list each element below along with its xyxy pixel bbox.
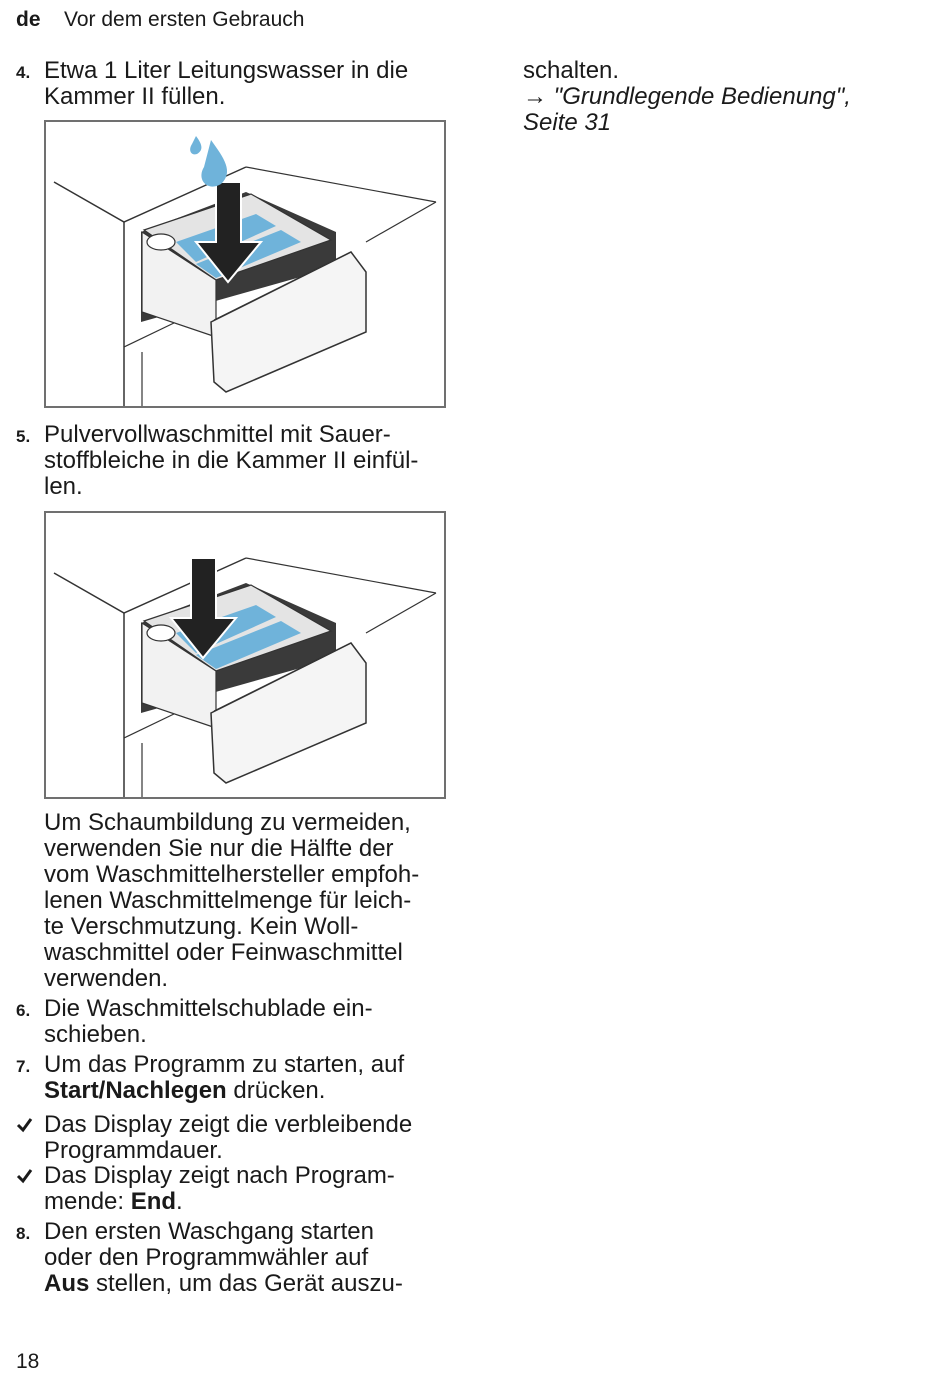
step-text xyxy=(44,996,454,1048)
text-fragment: drücken. xyxy=(226,1077,326,1104)
water-drop-icon xyxy=(201,140,227,187)
text-line: Um Schaumbildung zu vermeiden, xyxy=(44,809,411,836)
text-line: Die Waschmittelschublade ein- xyxy=(44,995,373,1022)
text-line: Das Display zeigt nach Program- xyxy=(44,1162,395,1189)
text-line: Etwa 1 Liter Leitungswasser in die xyxy=(44,57,409,84)
step-number: 8. xyxy=(16,1224,31,1243)
cross-reference-link[interactable]: → "Grundlegende Bedienung", xyxy=(523,83,851,110)
step-number: 6. xyxy=(16,1001,31,1020)
text-line: stoffbleiche in die Kammer II einfül- xyxy=(44,447,419,474)
detergent-drawer-illustration xyxy=(46,513,444,797)
text-line xyxy=(44,1271,454,1297)
display-end-label: End xyxy=(130,1188,177,1215)
step-number: 7. xyxy=(16,1057,31,1076)
text-line: Programmdauer. xyxy=(44,1137,223,1164)
figure-water-fill xyxy=(44,120,446,408)
text-line: te Verschmutzung. Kein Woll- xyxy=(44,913,359,940)
text-line: lenen Waschmittelmenge für leich- xyxy=(44,887,412,914)
result-text xyxy=(44,1112,454,1164)
text-line: verwenden Sie nur die Hälfte der xyxy=(44,835,394,862)
note-text xyxy=(44,810,454,992)
result-text xyxy=(44,1163,454,1215)
page-number: 18 xyxy=(16,1350,40,1373)
detergent-drawer-illustration xyxy=(46,122,444,406)
step-text xyxy=(44,1219,454,1297)
checkmark-icon xyxy=(16,1165,34,1185)
start-button-label: Start/Nachlegen xyxy=(44,1077,227,1104)
step-number: 4. xyxy=(16,63,31,82)
text-line: Das Display zeigt die verbleibende xyxy=(44,1111,413,1138)
step-text xyxy=(44,422,454,500)
language-code: de xyxy=(16,8,41,31)
text-line: len. xyxy=(44,473,83,500)
text-line xyxy=(44,1189,454,1215)
figure-powder-fill xyxy=(44,511,446,799)
section-title: Vor dem ersten Gebrauch xyxy=(64,8,305,31)
text-line: oder den Programmwähler auf xyxy=(44,1244,369,1271)
text-line: vom Waschmittelhersteller empfoh- xyxy=(44,861,420,888)
text-line: waschmittel oder Feinwaschmittel xyxy=(44,939,403,966)
cross-reference-page: Seite 31 xyxy=(523,109,612,136)
text-line: verwenden. xyxy=(44,965,169,992)
step-text xyxy=(44,58,454,110)
checkmark-icon xyxy=(16,1114,34,1134)
text-line: Den ersten Waschgang starten xyxy=(44,1218,374,1245)
off-position-label: Aus xyxy=(44,1270,90,1297)
text-line xyxy=(44,1078,454,1104)
text-line: schalten. xyxy=(523,57,620,84)
text-line: Kammer II füllen. xyxy=(44,83,226,110)
text-line: Um das Programm zu starten, auf xyxy=(44,1051,405,1078)
text-line: schieben. xyxy=(44,1021,147,1048)
right-column xyxy=(523,58,923,136)
step-text xyxy=(44,1052,454,1104)
text-fragment: mende: xyxy=(44,1188,131,1215)
text-line: Pulvervollwaschmittel mit Sauer- xyxy=(44,421,391,448)
text-fragment: . xyxy=(176,1188,183,1215)
text-fragment: stellen, um das Gerät auszu- xyxy=(89,1270,403,1297)
step-number: 5. xyxy=(16,427,31,446)
